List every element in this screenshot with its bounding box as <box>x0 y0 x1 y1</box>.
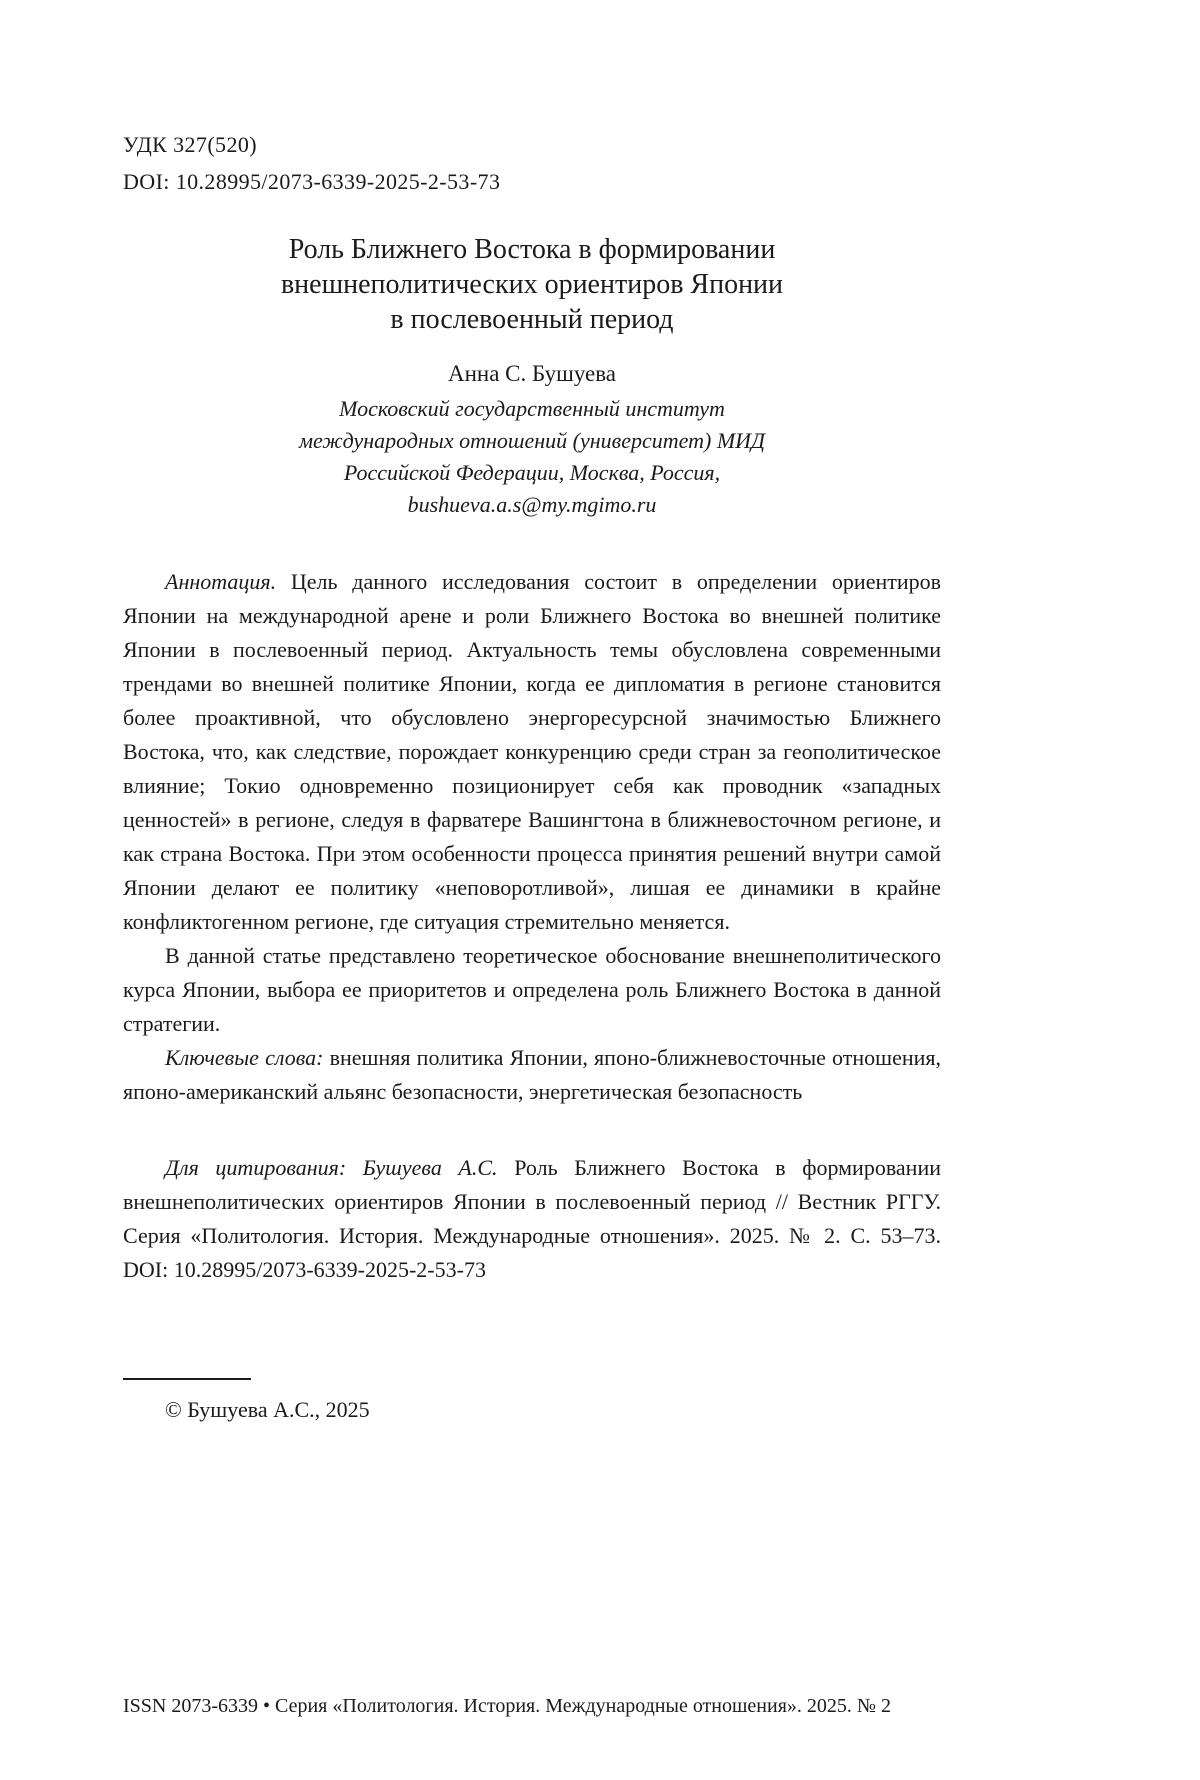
abstract-text: Цель данного исследования состоит в определении ориентиров Японии на международной арене и роли Ближнего Востока во внешней политике Японии в послевоенный период. Актуальность темы обусловлена современными трендами во внешней политике Японии, когда ее дипломатия в регионе становится более проактивной, что обусловлено энергоресурсной значимостью Ближнего Востока, что, как следствие, порождает конкуренцию среди стран за геополитическое влияние; Токио одновременно позиционирует себя как проводник «западных ценностей» в регионе, следуя в фарватере Вашингтона в ближневосточном регионе, и как страна Востока. При этом особенности процесса принятия решений внутри самой Японии делают ее политику «неповоротливой», лишая ее динамики в крайне конфликтогенном регионе, где ситуация стремительно меняется. <box>123 569 942 934</box>
copyright-rule <box>123 1378 251 1380</box>
copyright-text: © Бушуева А.С., 2025 <box>165 1397 370 1422</box>
abstract-label: Аннотация. <box>165 569 277 594</box>
keywords-text: внешняя политика Японии, японо-ближневосточные отношения, японо-американский альянс безопасности, энергетическая безопасность <box>123 1045 942 1104</box>
copyright-block <box>123 1378 370 1426</box>
article-title: Роль Ближнего Востока в формировании внешнеполитических ориентиров Японии в послевоенный период <box>280 234 784 335</box>
citation-text: Роль Ближнего Востока в формировании внешнеполитических ориентиров Японии в послевоенный период // Вестник РГГУ. Серия «Политология. История. Международные отношения». 2025. № 2. С. 53–73. DOI: 10.28995/2073-6339-2025-2-53-73 <box>123 1155 941 1282</box>
author-name: Анна С. Бушуева <box>447 361 617 386</box>
journal-footer: ISSN 2073-6339 • Серия «Политология. История. Международные отношения». 2025. № 2 <box>123 1695 891 1717</box>
abstract-paragraph <box>123 565 941 939</box>
summary-paragraph: В данной статье представлено теоретическое обоснование внешнеполитического курса Японии, выбора ее приоритетов и определена роль Ближнего Востока в данной стратегии. <box>123 943 941 1036</box>
page-content <box>123 126 941 1287</box>
article-meta <box>123 126 941 200</box>
doi-number: DOI: 10.28995/2073-6339-2025-2-53-73 <box>123 169 501 194</box>
author-affiliation: Московский государственный институт международных отношений (университет) МИД Российской Федерации, Москва, Россия, bushueva.a.s@my.mgimo.ru <box>298 396 766 517</box>
keywords-label: Ключевые слова: <box>165 1045 324 1070</box>
citation-paragraph <box>123 1151 941 1287</box>
keywords-paragraph <box>123 1041 941 1109</box>
citation-label: Для цитирования: Бушуева А.С. <box>165 1155 498 1180</box>
udc-number: УДК 327(520) <box>123 132 257 157</box>
